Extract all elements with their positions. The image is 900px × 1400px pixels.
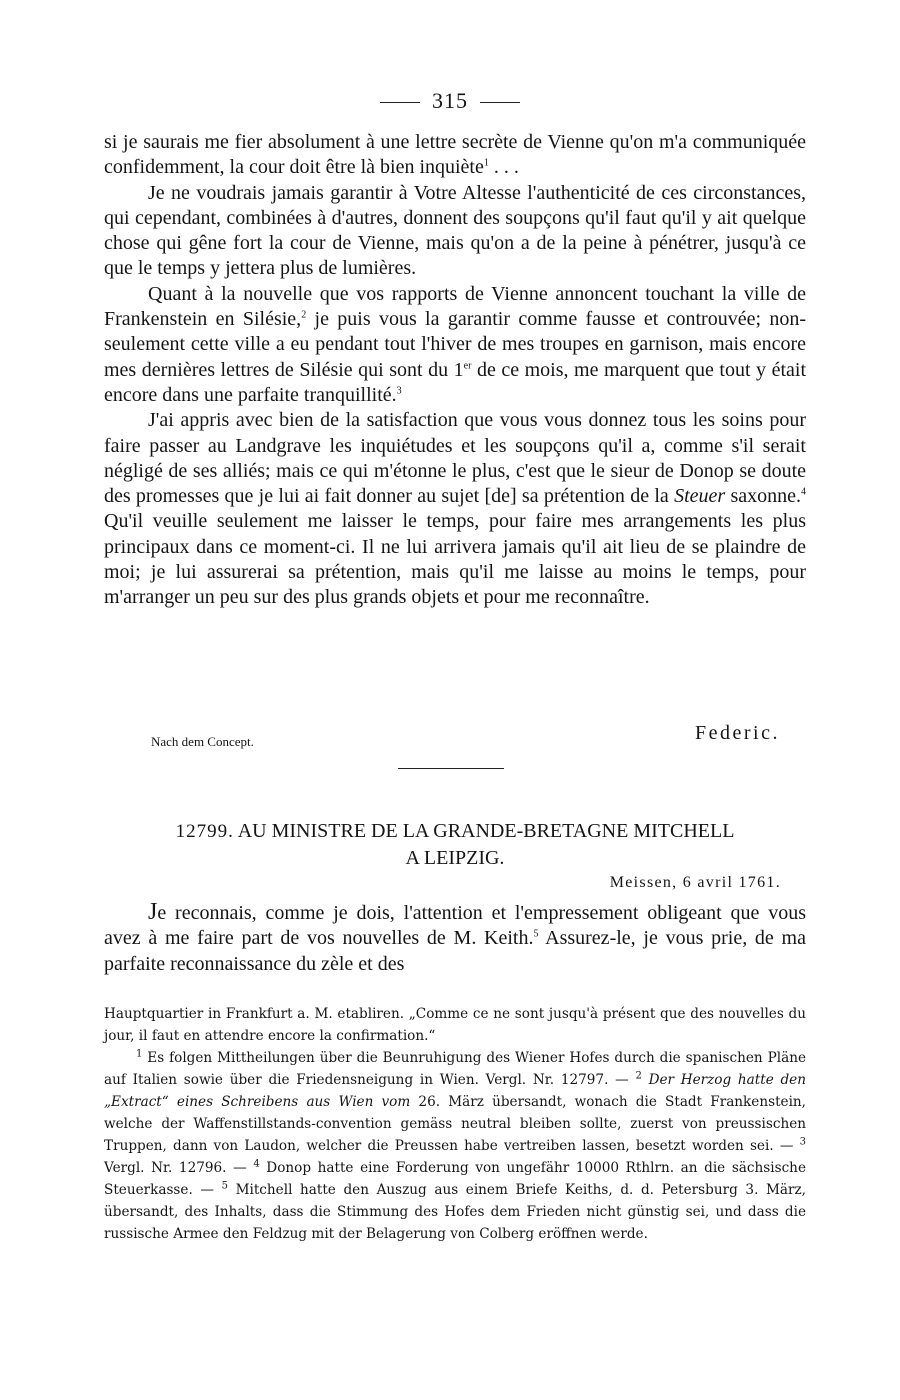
letter-number: 12799. — [175, 821, 234, 842]
signature-row — [104, 722, 806, 752]
footnote-ref-3: 3 — [396, 385, 402, 397]
letter-title: AU MINISTRE DE LA GRANDE-BRETAGNE MITCHELL — [237, 820, 735, 842]
footnote-mark-2: 2 — [635, 1070, 642, 1082]
source-note: Nach dem Concept. — [151, 734, 254, 749]
paragraph-3 — [104, 282, 806, 408]
page-number: 315 — [432, 88, 468, 113]
paragraph-1-ellipsis: . . . — [488, 156, 519, 179]
paragraph-1 — [104, 130, 806, 181]
paragraph-4 — [104, 408, 806, 610]
initial-letter: J — [148, 899, 158, 925]
paragraph-2-text: Je ne voudrais jamais garantir à Votre Altesse l'authenticité de ces circonstances, qui cependant, combinées à d'autres, donnent des soupçons qu'il faut qu'il y ait quelque chose qui gêne fort la cour de Vienne, mais qu'on a de la peine à pénétrer, jusqu'à ce que le temps y jettera plus de lumières. — [104, 181, 806, 280]
footnote-2-text-a: Der Herzog hatte den „Extract“ eines Schreibens aus Wien vom — [104, 1072, 806, 1110]
paragraph-2 — [104, 181, 806, 282]
footnote-ref-1: 1 — [483, 157, 489, 169]
footnote-5-text: Mitchell hatte den Auszug aus einem Briefe Keiths, d. d. Petersburg 3. März, übersandt, des Inhalts, dass die Stimmung des Hofes dem Frieden nicht günstig sei, und dass die russische Armee den Feldzug mit der Belagerung von Colberg eröffnen werde. — [104, 1182, 806, 1242]
letter-title-line-1 — [104, 818, 806, 845]
paragraph-4-text-c: Qu'il veuille seulement me laisser le temps, pour faire mes arrangements les plus principaux dans ce moment-ci. Il ne lui arrivera jamais qu'il ait lieu de se plaindre de moi; je lui assurerai sa prétention, mais qu'il me laisse au moins le temps, pour m'arranger un peu sur des plus grands objets et pour me reconnaître. — [104, 510, 806, 609]
paragraph-4-text-a: J'ai appris avec bien de la satisfaction que vous vous donnez tous les soins pour faire passer au Landgrave les inquiétudes et les soupçons qu'il a, comme s'il serait négligé de ses alliés; mais ce qui m'étonne le plus, c'est que le sieur de Donop se doute des promesses que je lui ai fait donner au sujet [de] sa prétention de la — [104, 409, 806, 508]
footnote-ref-2: 2 — [301, 309, 307, 321]
footnote-ref-4: 4 — [801, 486, 806, 498]
letter-paragraph-1-text-a: e reconnais, comme je dois, l'attention et l'empressement obligeant que vous avez à me faire part de vos nouvelles de M. Keith. — [104, 902, 806, 950]
paragraph-3-text-a: Quant à la nouvelle que vos rapports de Vienne annoncent touchant la ville de Frankenstein en Silésie, — [104, 282, 806, 331]
footnote-mark-5: 5 — [221, 1180, 228, 1192]
new-letter-body — [104, 900, 806, 977]
section-divider — [398, 768, 504, 769]
footnote-mark-1: 1 — [136, 1048, 143, 1060]
letter-title-line-2: A LEIPZIG. — [405, 847, 505, 869]
paragraph-1-text: si je saurais me fier absolument à une lettre secrète de Vienne qu'on m'a communiquée confidemment, la cour doit être là bien inquiète — [104, 131, 806, 179]
footnote-2-text-b: 26. März übersandt, wonach die Stadt Frankenstein, welche der Waffenstillstands-convention gemäss neutral bleiben sollte, zuerst von preussischen Truppen, dann von Laudon, welcher die Preussen habe vertreiben lassen, besetzt worden sei. — — [104, 1094, 806, 1154]
footnotes — [104, 1003, 806, 1245]
paragraph-3-text-c: de ce mois, me marquent que tout y était encore dans une parfaite tranquillité. — [104, 358, 806, 406]
ordinal-superscript: er — [463, 360, 472, 372]
paragraph-3-text-b: je puis vous la garantir comme fausse et controuvée; non-seulement cette ville a eu pendant tout l'hiver de mes troupes en garnison, mais encore mes dernières lettres de Silésie qui sont du 1 — [104, 308, 806, 381]
letter-heading — [104, 818, 806, 871]
page-header — [0, 88, 900, 114]
letter-paragraph-1 — [104, 900, 806, 977]
footnote-block — [104, 1047, 806, 1245]
footnote-mark-3: 3 — [799, 1136, 806, 1148]
paragraph-4-text-b: saxonne. — [725, 485, 801, 508]
footnote-carryover: Hauptquartier in Frankfurt a. M. etabliren. „Comme ce ne sont jusqu'à présent que des nouvelles du jour, il faut en attendre encore la confirmation.“ — [104, 1006, 806, 1044]
letter-body-continued — [104, 130, 806, 611]
footnote-ref-5: 5 — [533, 928, 539, 940]
signature: Federic. — [695, 722, 780, 744]
letter-paragraph-1-text-b: Assurez-le, je vous prie, de ma parfaite reconnaissance du zèle et des — [104, 927, 806, 975]
italic-term-steuer: Steuer — [674, 485, 726, 508]
letter-dateline: Meissen, 6 avril 1761. — [609, 874, 781, 891]
header-rule-left — [380, 102, 420, 103]
header-rule-right — [480, 102, 520, 103]
footnote-mark-4: 4 — [253, 1158, 260, 1170]
footnote-3-text: Vergl. Nr. 12796. — — [104, 1160, 254, 1176]
footnote-4-text: Donop hatte eine Forderung von ungefähr 10000 Rthlrn. an die sächsische Steuerkasse. — — [104, 1160, 806, 1198]
footnote-1-text: Es folgen Mittheilungen über die Beunruhigung des Wiener Hofes durch die spanischen Pläne auf Italien sowie über die Friedensneigung in Wien. Vergl. Nr. 12797. — — [104, 1050, 806, 1088]
